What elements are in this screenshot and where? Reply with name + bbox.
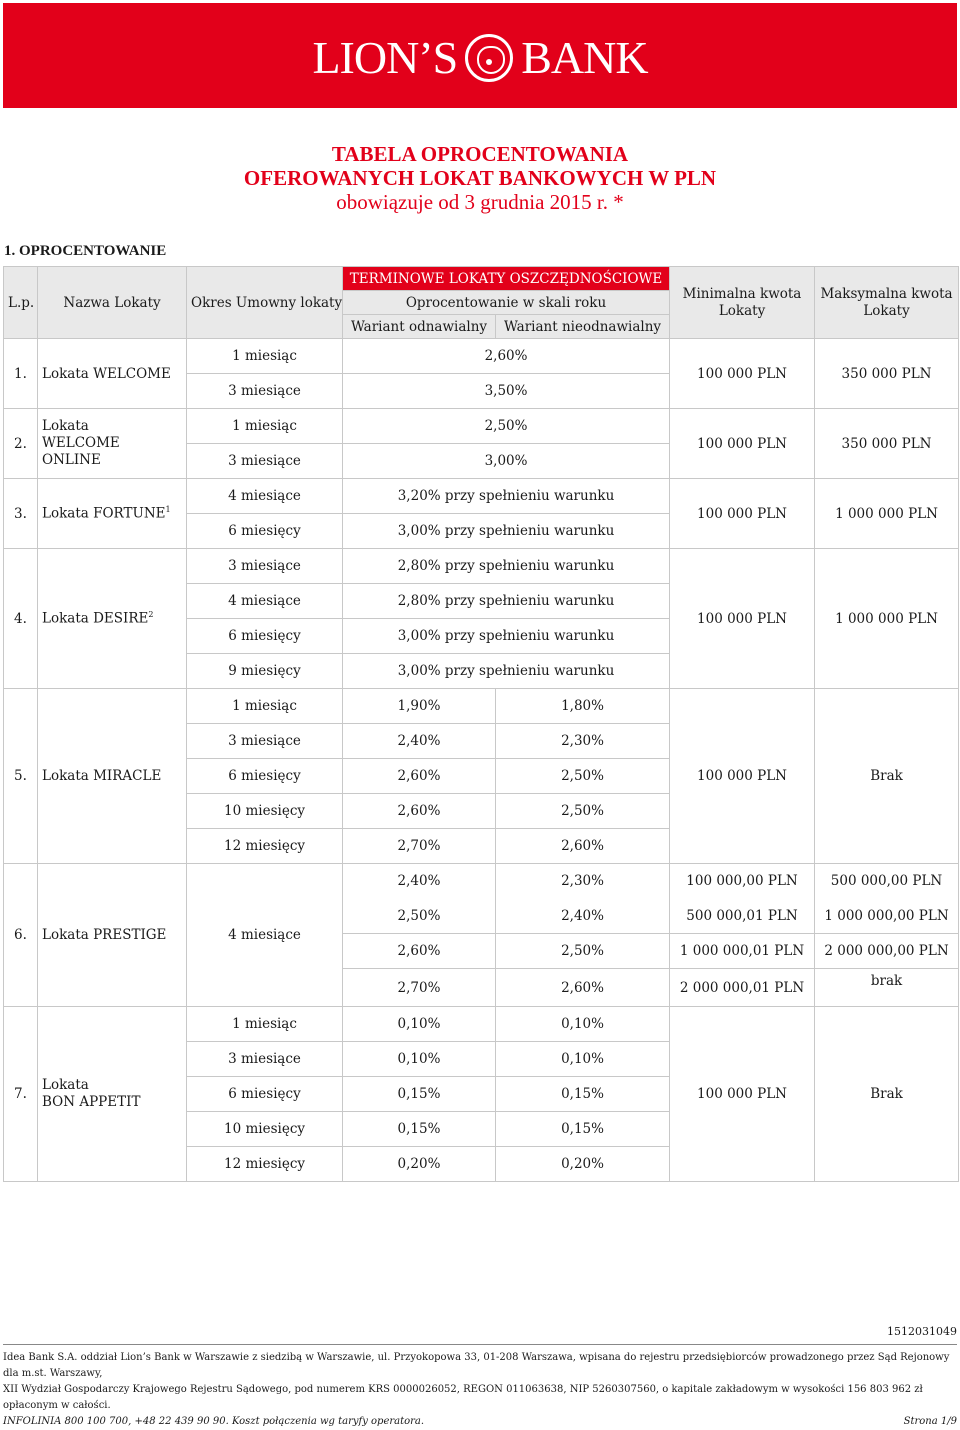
row-rate: 2,80% przy spełnieniu warunku (343, 549, 670, 584)
header-lp: L.p. (4, 267, 38, 339)
row-max: 1 000 000,00 PLN (815, 899, 959, 934)
row-rate-renew: 2,70% (343, 829, 496, 864)
row-rate-renew: 0,10% (343, 1007, 496, 1042)
row-period: 6 miesięcy (187, 1077, 343, 1112)
row-name-text: Lokata DESIRE (42, 610, 149, 627)
row-rate: 3,00% przy spełnieniu warunku (343, 654, 670, 689)
row-period: 4 miesiące (187, 479, 343, 514)
row-lp: 4. (4, 549, 38, 689)
row-rate-nonrenew: 2,60% (496, 969, 670, 1007)
row-period: 4 miesiące (187, 584, 343, 619)
row-rate: 3,00% przy spełnieniu warunku (343, 619, 670, 654)
row-rate-renew: 2,40% (343, 724, 496, 759)
header-group: TERMINOWE LOKATY OSZCZĘDNOŚCIOWE (343, 267, 670, 291)
row-rate-nonrenew: 2,30% (496, 864, 670, 899)
row-rate: 3,20% przy spełnieniu warunku (343, 479, 670, 514)
title-line-2: OFEROWANYCH LOKAT BANKOWYCH W PLN (243, 166, 717, 190)
row-max: Brak (815, 1007, 959, 1182)
row-rate-nonrenew: 2,60% (496, 829, 670, 864)
row-period: 6 miesięcy (187, 759, 343, 794)
row-rate-nonrenew: 0,10% (496, 1042, 670, 1077)
row-rate-renew: 2,50% (343, 899, 496, 934)
footer-line-1: Idea Bank S.A. oddział Lion’s Bank w Warszawie z siedzibą w Warszawie, ul. Przyokopowa 33, 01-208 Warszawa, wpisana do rejestru przedsiębiorców prowadzonego przez Sąd Rejonowy dla m.st. Warszawy, (3, 1352, 950, 1379)
row-rate-renew: 0,20% (343, 1147, 496, 1182)
table-row (4, 549, 959, 584)
document-number: 1512031049 (887, 1325, 957, 1338)
row-rate-renew: 2,60% (343, 759, 496, 794)
row-period: 6 miesięcy (187, 514, 343, 549)
row-min: 100 000,00 PLN (670, 864, 815, 899)
row-period: 12 miesięcy (187, 829, 343, 864)
row-max: 1 000 000 PLN (815, 549, 959, 689)
footer-line-2: XII Wydział Gospodarczy Krajowego Rejestru Sądowego, pod numerem KRS 0000026052, REGON 011063638, NIP 5260307560, o kapitale zakładowym w wysokości 156 803 962 zł opłaconym w całości. (3, 1384, 923, 1411)
row-lp: 3. (4, 479, 38, 549)
row-min: 100 000 PLN (670, 689, 815, 864)
footer (3, 1350, 957, 1430)
row-lp: 2. (4, 409, 38, 479)
row-max: Brak (815, 689, 959, 864)
table-row (4, 479, 959, 514)
row-min: 1 000 000,01 PLN (670, 934, 815, 969)
row-rate-renew: 2,60% (343, 934, 496, 969)
footer-divider (3, 1344, 957, 1345)
row-min: 100 000 PLN (670, 479, 815, 549)
row-max: 500 000,00 PLN (815, 864, 959, 899)
row-lp: 7. (4, 1007, 38, 1182)
row-period: 1 miesiąc (187, 339, 343, 374)
row-max: 1 000 000 PLN (815, 479, 959, 549)
row-name-text: Lokata FORTUNE (42, 505, 166, 522)
row-period: 12 miesięcy (187, 1147, 343, 1182)
row-rate-nonrenew: 0,10% (496, 1007, 670, 1042)
header-period: Okres Umowny lokaty (187, 267, 343, 339)
row-min: 100 000 PLN (670, 549, 815, 689)
row-max: 350 000 PLN (815, 339, 959, 409)
row-rate-renew: 1,90% (343, 689, 496, 724)
row-name-line-1: Lokata (42, 1077, 89, 1093)
row-max: brak (815, 969, 959, 1007)
row-period: 3 miesiące (187, 374, 343, 409)
row-period: 10 miesięcy (187, 1112, 343, 1147)
footnote-marker: 1 (165, 505, 171, 515)
title-line-3: obowiązuje od 3 grudnia 2015 r. * (336, 190, 624, 214)
row-name-line-2: BON APPETIT (42, 1094, 141, 1110)
footer-infoline: INFOLINIA 800 100 700, +48 22 439 90 90. Koszt połączenia wg taryfy operatora. (3, 1416, 425, 1427)
row-name (38, 479, 187, 549)
row-rate-nonrenew: 1,80% (496, 689, 670, 724)
rates-table (3, 266, 959, 1182)
row-name-line-1: Lokata (42, 418, 89, 434)
row-rate-renew: 2,40% (343, 864, 496, 899)
header-min: Minimalna kwota Lokaty (670, 267, 815, 339)
row-rate-nonrenew: 2,40% (496, 899, 670, 934)
page-number: Strona 1/9 (903, 1416, 957, 1427)
row-period: 1 miesiąc (187, 689, 343, 724)
row-min: 2 000 000,01 PLN (670, 969, 815, 1007)
table-row (4, 409, 959, 444)
row-rate-nonrenew: 0,20% (496, 1147, 670, 1182)
brand-header (3, 3, 957, 108)
row-rate-renew: 0,10% (343, 1042, 496, 1077)
row-rate-nonrenew: 2,30% (496, 724, 670, 759)
header-variant-renew: Wariant odnawialny (343, 315, 496, 339)
row-min: 100 000 PLN (670, 1007, 815, 1182)
logo-word-right: BANK (521, 32, 648, 83)
row-period: 3 miesiące (187, 724, 343, 759)
row-rate-nonrenew: 2,50% (496, 934, 670, 969)
row-lp: 6. (4, 864, 38, 1007)
row-rate: 3,00% przy spełnieniu warunku (343, 514, 670, 549)
row-name-line-2: WELCOME ONLINE (42, 435, 120, 468)
row-rate: 3,00% (343, 444, 670, 479)
row-max: 350 000 PLN (815, 409, 959, 479)
row-rate: 2,50% (343, 409, 670, 444)
row-period: 6 miesięcy (187, 619, 343, 654)
row-rate: 3,50% (343, 374, 670, 409)
row-name (38, 409, 187, 479)
header-rate: Oprocentowanie w skali roku (343, 291, 670, 315)
row-rate-renew: 0,15% (343, 1112, 496, 1147)
table-row (4, 864, 959, 899)
row-min: 500 000,01 PLN (670, 899, 815, 934)
table-row (4, 339, 959, 374)
header-variant-nonrenew: Wariant nieodnawialny (496, 315, 670, 339)
row-rate-nonrenew: 2,50% (496, 794, 670, 829)
row-period: 4 miesiące (187, 864, 343, 1007)
header-max: Maksymalna kwota Lokaty (815, 267, 959, 339)
header-name: Nazwa Lokaty (38, 267, 187, 339)
row-period: 10 miesięcy (187, 794, 343, 829)
row-period: 3 miesiące (187, 444, 343, 479)
row-rate: 2,80% przy spełnieniu warunku (343, 584, 670, 619)
row-period: 3 miesiące (187, 549, 343, 584)
lions-bank-logo (3, 33, 957, 83)
row-rate-renew: 2,60% (343, 794, 496, 829)
row-max: 2 000 000,00 PLN (815, 934, 959, 969)
table-row (4, 689, 959, 724)
row-period: 1 miesiąc (187, 409, 343, 444)
row-min: 100 000 PLN (670, 339, 815, 409)
row-name (38, 549, 187, 689)
footnote-marker: 2 (148, 610, 154, 620)
row-rate-nonrenew: 0,15% (496, 1077, 670, 1112)
table-row (4, 1007, 959, 1042)
title-line-1: TABELA OPROCENTOWANIA (331, 142, 629, 166)
footer-line-3 (3, 1414, 957, 1430)
row-rate-renew: 0,15% (343, 1077, 496, 1112)
row-lp: 1. (4, 339, 38, 409)
row-min: 100 000 PLN (670, 409, 815, 479)
logo-word-left: LION’S (312, 32, 458, 83)
row-rate-nonrenew: 0,15% (496, 1112, 670, 1147)
row-rate: 2,60% (343, 339, 670, 374)
row-lp: 5. (4, 689, 38, 864)
lion-seal-icon (465, 34, 513, 82)
document-title (0, 142, 960, 214)
row-name: Lokata PRESTIGE (38, 864, 187, 1007)
row-rate-renew: 2,70% (343, 969, 496, 1007)
row-name: Lokata WELCOME (38, 339, 187, 409)
row-rate-nonrenew: 2,50% (496, 759, 670, 794)
section-heading: 1. OPROCENTOWANIE (4, 243, 167, 259)
row-name (38, 1007, 187, 1182)
row-period: 1 miesiąc (187, 1007, 343, 1042)
row-period: 3 miesiące (187, 1042, 343, 1077)
row-name: Lokata MIRACLE (38, 689, 187, 864)
row-period: 9 miesięcy (187, 654, 343, 689)
